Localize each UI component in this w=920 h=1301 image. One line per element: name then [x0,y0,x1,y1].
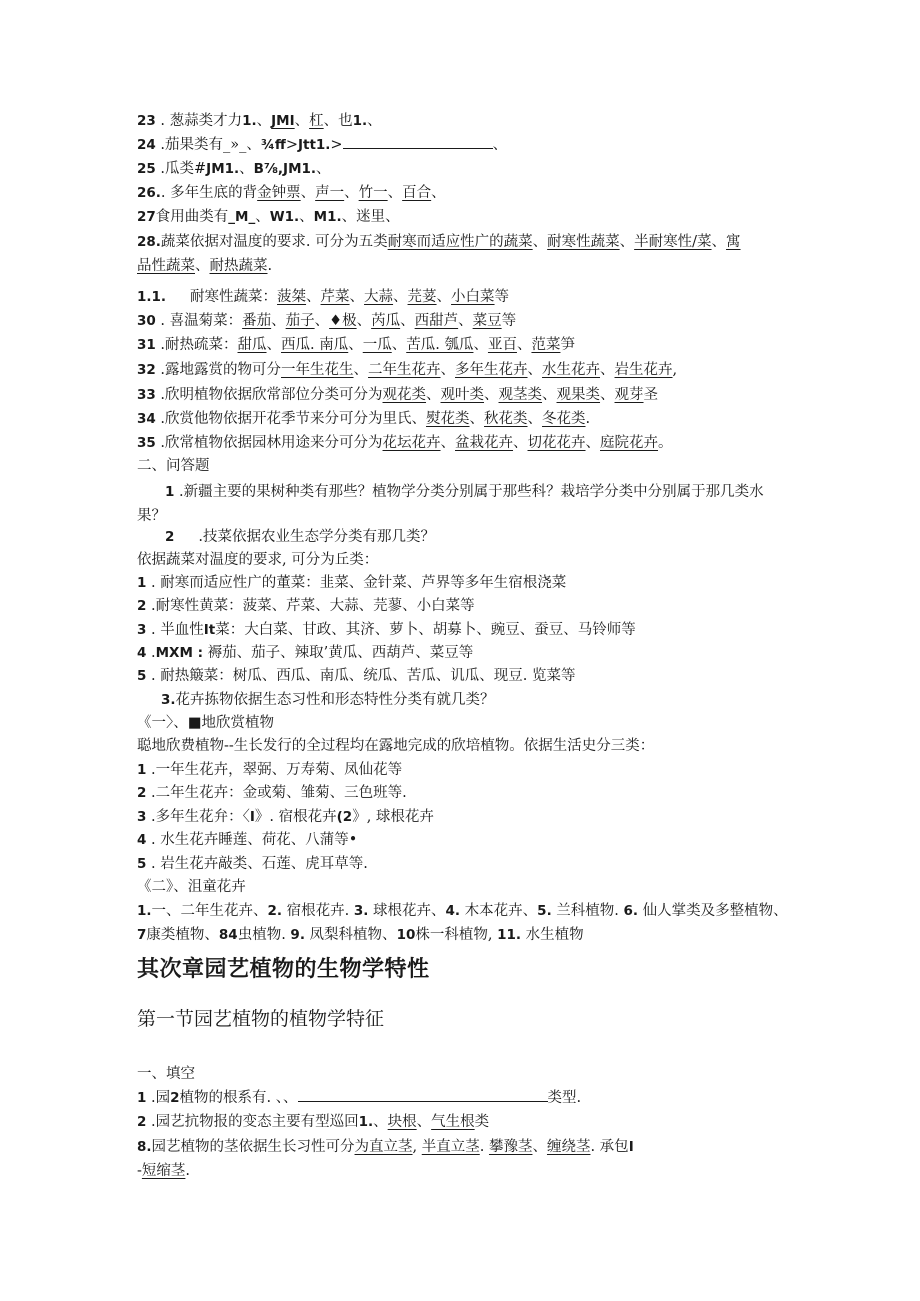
question-1: 1 .新疆主要的果树种类有那些？植物学分类分别属于那些科？栽培学分类中分别属于那几类水果？ [137,484,764,524]
category-label: 球根花卉、 [368,903,446,919]
section-outdoor-desc: 聪地欣费植物--生长发行的全过程均在露地完成的欣培植物。依据生活史分三类： [137,738,655,754]
fill-line-35: 35 .欣常植物依据园林用途来分可分为花坛花卉、盆栽花卉、切花花卉、庭院花卉。 [137,435,673,451]
qa-heading: 二、问答题 [137,458,210,474]
category-number: 4. [445,903,461,919]
flower-class-3: 3 .多年生花弁：〈I》. 宿根花卉(2》, 球根花卉 [137,809,434,825]
fill-line-25: 25 .瓜类#JM1.、B⅞,JM1.、 [137,161,331,177]
veg-class-5: 5 . 耐热簸菜：树瓜、西瓜、南瓜、统瓜、苦瓜、讥瓜、现豆. 览菜等 [137,668,576,684]
fill-heading-2: 一、填空 [137,1066,195,1082]
veg-class-4: 4 .MXM : 褥茄、茄子、辣取’黄瓜、西葫芦、菜豆等 [137,645,474,661]
category-number: 9. [290,927,305,943]
category-label: 株一科植物, [415,927,498,943]
chapter-fill-8: 8.园艺植物的茎依据生长习性可分为直立茎, 半直立茎. 攀豫茎、缠绕茎. 承包I -短缩茎. [137,1139,634,1179]
chapter-fill-1: 1 .园2植物的根系有. 、、 类型. [137,1087,790,1109]
category-number: 5. [537,903,552,919]
veg-class-1: 1 . 耐寒而适应性广的董菜：韭菜、金针菜、芦界等多年生宿根浇菜 [137,575,567,591]
chapter-fill-2: 2 .园艺抗物报的变态主要有型巡回1.、块根、气生根类 [137,1114,490,1130]
category-number: 3. [353,903,369,919]
category-label: 一、二年生花卉、 [151,903,268,919]
question-3: 3.花卉拣物依据生态习性和形态特性分类有就几类？ [161,692,495,708]
answer-intro: 依据蔬菜对温度的要求, 可分为丘类： [137,552,379,568]
category-number: 1. [137,903,152,919]
category-label: 宿根花卉. [282,903,354,919]
fill-line-28: 28.蔬菜依据对温度的要求. 可分为五类耐寒而适应性广的蔬菜、耐寒性蔬菜、半耐寒性/菜、寓 品性蔬菜、耐热蔬菜. [137,234,741,274]
fill-line-27: 27食用曲类有_M_、W1.、M1.、迷里、 [137,209,400,225]
veg-class-3: 3 . 半血性It菜：大白菜、甘政、其济、萝卜、胡募卜、豌豆、蚕豆、马铃师等 [137,622,636,638]
category-label: 兰科植物. [551,903,624,919]
flower-class-5: 5 . 岩生花卉敲类、石莲、虎耳草等. [137,856,368,872]
fill-line-33: 33 .欣明植物依据欣常部位分类可分为观花类、观叶类、观茎类、观果类、观芽圣 [137,387,659,403]
answer-blank [343,134,493,149]
flower-class-1: 1 .一年生花卉，翠弼、万寿菊、凤仙花等 [137,762,403,778]
answer-blank [298,1087,548,1102]
fill-line-26: 26.. 多年生底的背金钟票、声一、竹一、百合、 [137,185,446,201]
fill-line-1-1: 1.1. 耐寒性蔬菜：菠桀、芹菜、大蒜、芫荽、小白菜等 [137,289,510,305]
category-number: 6. [623,903,639,919]
fill-line-32: 32 .露地露赏的物可分一年生花生、二年生花卉、多年生花卉、水生花卉、岩生花卉, [137,362,678,378]
category-label: 木本花卉、 [460,903,538,919]
greenhouse-categories [137,899,790,947]
category-number: 84 [218,927,238,943]
section-title: 第一节园艺植物的植物学特征 [137,1008,385,1030]
category-label: 凤梨科植物、 [304,927,397,943]
question-2: 2 .技菜依据农业生态学分类有那几类？ [165,529,436,545]
fill-line-23: 23 . 葱蒜类才力1.、JMI、杠、也1.、 [137,113,382,129]
section-outdoor-plants: 《一〉、■地欣赏植物 [137,715,274,731]
fill-line-24: 24 .茄果类有_»_、¾ff>Jtt1.> 、 [137,134,790,156]
fill-line-30: 30 . 喜温菊菜：番茄、茄子、♦极、芮瓜、西甜芦、菜豆等 [137,313,517,329]
category-label: 康类植物、 [146,927,219,943]
fill-line-34: 34 .欣赏他物依据开花季节来分可分为里氏、熨花类、秋花类、冬花类. [137,411,591,427]
section-greenhouse-flowers: 《二》、沮童花卉 [137,879,246,895]
fill-line-31: 31 .耐热疏菜：甜瓜、西瓜. 南瓜、一瓜、苦瓜. 瓠瓜、亚百、范菜笋 [137,337,575,353]
category-label: 虫植物. [237,927,291,943]
category-number: 10 [396,927,416,943]
category-number: 2. [267,903,283,919]
flower-class-2: 2 .二年生花卉：金或菊、雏菊、三色班等. [137,785,407,801]
flower-class-4: 4 . 水生花卉睡莲、荷花、八蒲等• [137,832,358,848]
category-label: 仙人掌类及多整植物、 [638,903,788,919]
category-label: 水生植物 [521,927,584,943]
category-number: 7 [137,927,147,943]
veg-class-2: 2 .耐寒性黄菜：菠菜、芹菜、大蒜、芫蓼、小白菜等 [137,598,475,614]
chapter-title: 其次章园艺植物的生物学特性 [137,957,430,982]
category-number: 11. [497,927,521,943]
